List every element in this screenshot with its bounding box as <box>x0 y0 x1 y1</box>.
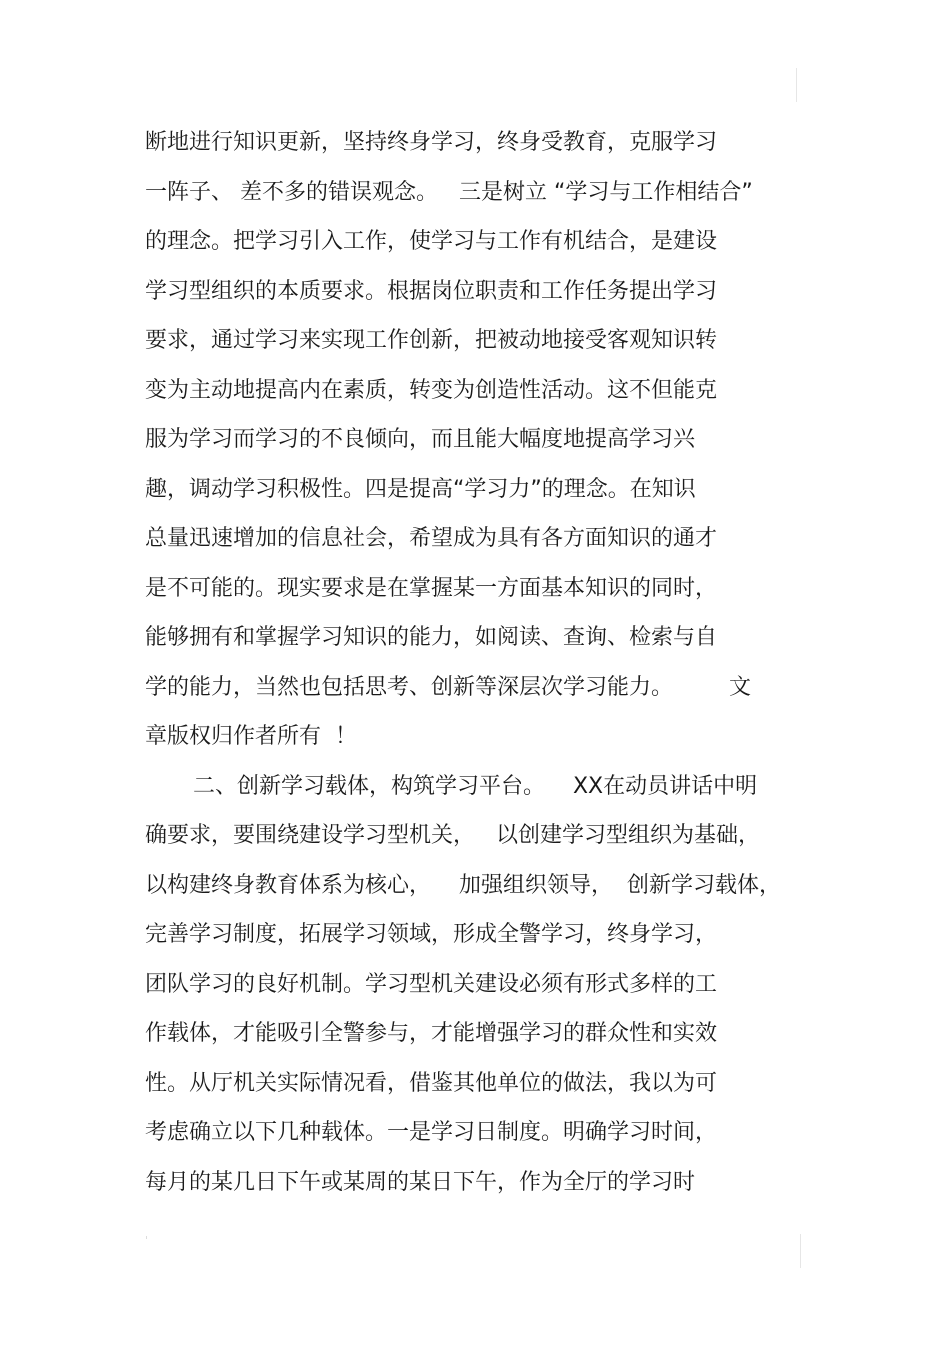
text-line: 变为主动地提高内在素质，转变为创造性活动。这不但能克 <box>145 377 718 403</box>
text-line: 作载体，才能吸引全警参与，才能增强学习的群众性和实效 <box>145 1021 718 1046</box>
text-line: 学习型组织的本质要求。根据岗位职责和工作任务提出学习 <box>145 278 718 304</box>
text-line: 团队学习的良好机制。学习型机关建设必须有形式多样的工 <box>145 971 718 997</box>
text-line: 确要求，要围绕建设学习型机关， 以创建学习型组织为基础， <box>145 823 760 848</box>
text-line: 服为学习而学习的不良倾向，而且能大幅度地提高学习兴 <box>145 427 696 452</box>
text-line: 每月的某几日下午或某周的某日下午，作为全厅的学习时 <box>145 1169 696 1195</box>
text-line: 学的能力，当然也包括思考、创新等深层次学习能力。 文 <box>145 674 751 700</box>
text-line: 考虑确立以下几种载体。一是学习日制度。明确学习时间， <box>145 1120 718 1145</box>
text-line: 的理念。把学习引入工作，使学习与工作有机结合，是建设 <box>145 229 718 254</box>
text-line: 是不可能的。现实要求是在掌握某一方面基本知识的同时， <box>145 575 718 601</box>
text-line: 完善学习制度，拓展学习领域，形成全警学习，终身学习， <box>145 922 718 947</box>
section-heading-line: 二、创新学习载体，构筑学习平台。 XX在动员讲话中明 <box>193 773 758 799</box>
page-edge-mark-bottom <box>800 1234 801 1268</box>
text-line: 以构建终身教育体系为核心， 加强组织领导， 创新学习载体， <box>145 872 781 898</box>
text-line: 要求，通过学习来实现工作创新，把被动地接受客观知识转 <box>145 328 718 353</box>
text-line: 章版权归作者所有 ！ <box>145 724 357 749</box>
text-line: 总量迅速增加的信息社会，希望成为具有各方面知识的通才 <box>145 526 718 551</box>
page-corner-mark <box>146 1236 147 1239</box>
body-text <box>145 118 825 1207</box>
text-line: 断地进行知识更新，坚持终身学习，终身受教育，克服学习 <box>145 130 718 155</box>
text-line: 能够拥有和掌握学习知识的能力，如阅读、查询、检索与自 <box>145 625 718 650</box>
page-edge-mark-top <box>796 68 797 102</box>
text-line: 一阵子、 差不多的错误观念。 三是树立 “学习与工作相结合” <box>145 179 753 205</box>
text-line: 趣，调动学习积极性。四是提高“学习力”的理念。在知识 <box>145 476 696 502</box>
text-line: 性。从厅机关实际情况看，借鉴其他单位的做法，我以为可 <box>145 1070 718 1096</box>
